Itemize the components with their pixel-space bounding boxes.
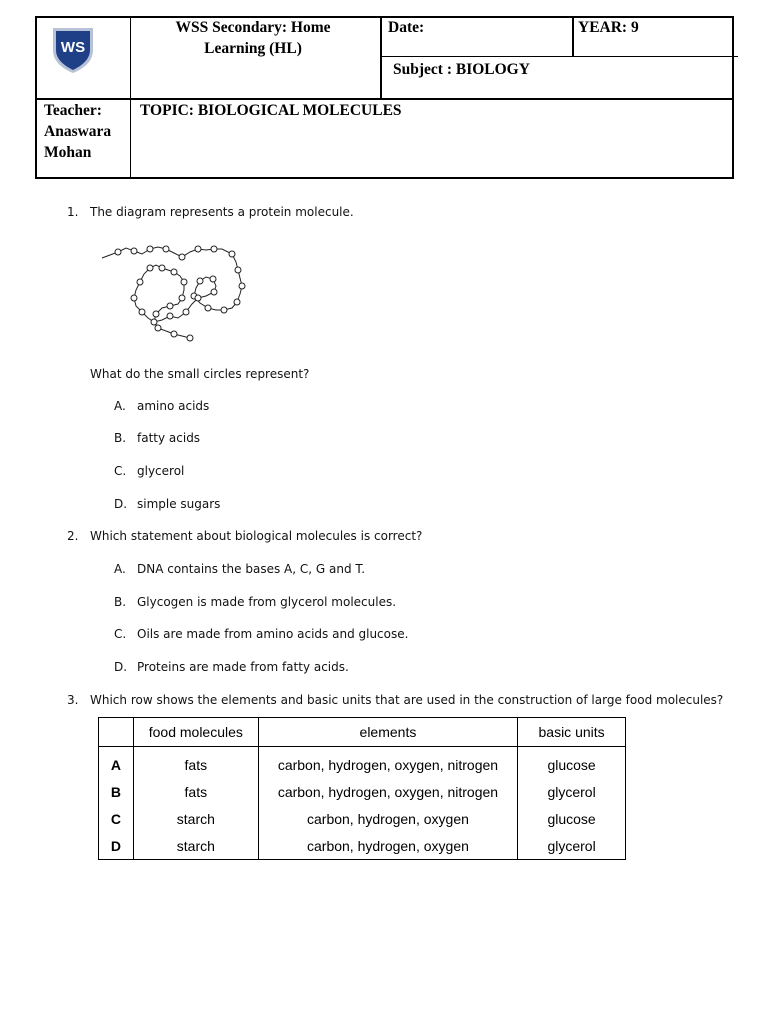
table-header-cell: food molecules <box>133 718 258 747</box>
table-row <box>99 747 626 779</box>
table-cell: fats <box>133 747 258 779</box>
amino-acid-circle <box>211 289 217 295</box>
q1-option-b: fatty acids <box>137 431 201 445</box>
amino-acid-circle <box>179 254 185 260</box>
amino-acid-circle <box>115 249 121 255</box>
q2-option-b: Glycogen is made from glycerol molecules. <box>137 595 397 609</box>
amino-acid-circle <box>147 265 153 271</box>
table-header-row <box>99 718 626 747</box>
table-row <box>99 778 626 805</box>
q2-text: Which statement about biological molecules is correct? <box>90 529 423 543</box>
q2-option-d: Proteins are made from fatty acids. <box>137 660 349 674</box>
table-cell: starch <box>133 805 258 832</box>
amino-acid-circle <box>181 279 187 285</box>
row-label: B <box>99 778 134 805</box>
q2-option-c: Oils are made from amino acids and glucose. <box>137 627 409 641</box>
amino-acid-circle <box>151 319 157 325</box>
q2-number: 2. <box>67 529 79 543</box>
logo-text: WS <box>60 39 86 56</box>
amino-acid-circle <box>187 335 193 341</box>
amino-acid-circle <box>131 248 137 254</box>
amino-acid-circle <box>179 295 185 301</box>
amino-acid-circle <box>197 278 203 284</box>
q3-text: Which row shows the elements and basic units that are used in the construction of large food molecules? <box>90 693 724 707</box>
q2-option-a: DNA contains the bases A, C, G and T. <box>137 562 366 576</box>
amino-acid-circle <box>235 267 241 273</box>
table-header-cell <box>99 718 134 747</box>
school-logo <box>51 26 95 74</box>
q1-prompt: What do the small circles represent? <box>90 367 310 381</box>
row-label: C <box>99 805 134 832</box>
q1-option-c-letter: C. <box>114 464 127 478</box>
table-header-cell: elements <box>258 718 517 747</box>
table-row <box>99 832 626 860</box>
amino-acid-circle <box>131 295 137 301</box>
q1-option-a-letter: A. <box>114 399 126 413</box>
q1-option-a: amino acids <box>137 399 210 413</box>
amino-acid-circle <box>205 305 211 311</box>
q2-option-a-letter: A. <box>114 562 126 576</box>
q1-number: 1. <box>67 205 79 219</box>
amino-acid-circle <box>211 246 217 252</box>
row-label: D <box>99 832 134 860</box>
subject-label: Subject : BIOLOGY <box>393 61 530 78</box>
table-cell: carbon, hydrogen, oxygen <box>258 805 517 832</box>
q2-option-b-letter: B. <box>114 595 127 609</box>
table-cell: glycerol <box>518 778 626 805</box>
amino-acid-circle <box>155 325 161 331</box>
protein-molecule-diagram <box>98 238 253 344</box>
q1-option-d-letter: D. <box>114 497 128 511</box>
table-cell: fats <box>133 778 258 805</box>
amino-acid-circle <box>239 283 245 289</box>
q2-option-c-letter: C. <box>114 627 127 641</box>
amino-acid-circle <box>221 307 227 313</box>
amino-acid-circle <box>147 246 153 252</box>
table-header-cell: basic units <box>518 718 626 747</box>
q1-option-c: glycerol <box>137 464 185 478</box>
table-row <box>99 805 626 832</box>
amino-acid-circle <box>167 303 173 309</box>
table-cell: carbon, hydrogen, oxygen, nitrogen <box>258 778 517 805</box>
q1-option-d: simple sugars <box>137 497 221 511</box>
date-label: Date: <box>388 19 425 36</box>
amino-acid-circle <box>195 246 201 252</box>
school-title: WSS Secondary: Home Learning (HL) <box>175 19 331 57</box>
amino-acid-circle <box>137 279 143 285</box>
food-molecules-table <box>98 717 626 860</box>
header-table <box>35 16 734 179</box>
protein-chain-line <box>102 247 242 338</box>
table-cell: glycerol <box>518 832 626 860</box>
amino-acid-circle <box>183 309 189 315</box>
table-cell: carbon, hydrogen, oxygen, nitrogen <box>258 747 517 779</box>
amino-acid-circle <box>159 265 165 271</box>
amino-acid-circle <box>234 299 240 305</box>
amino-acid-circle <box>167 313 173 319</box>
table-cell: glucose <box>518 747 626 779</box>
amino-acid-circle <box>163 246 169 252</box>
year-label: YEAR: 9 <box>578 19 639 36</box>
amino-acid-circle <box>171 269 177 275</box>
q1-text: The diagram represents a protein molecule. <box>90 205 354 219</box>
table-cell: carbon, hydrogen, oxygen <box>258 832 517 860</box>
row-label: A <box>99 747 134 779</box>
table-cell: glucose <box>518 805 626 832</box>
q2-option-d-letter: D. <box>114 660 128 674</box>
table-cell: starch <box>133 832 258 860</box>
q1-option-b-letter: B. <box>114 431 127 445</box>
amino-acid-circle <box>210 276 216 282</box>
q3-number: 3. <box>67 693 79 707</box>
amino-acid-circle <box>229 251 235 257</box>
shield-icon <box>51 26 95 74</box>
topic-label: TOPIC: BIOLOGICAL MOLECULES <box>140 102 402 119</box>
amino-acid-circle <box>139 309 145 315</box>
amino-acid-circle <box>171 331 177 337</box>
amino-acid-circle <box>153 311 159 317</box>
amino-acid-circle <box>195 295 201 301</box>
teacher-label: Teacher: Anaswara Mohan <box>44 102 112 161</box>
